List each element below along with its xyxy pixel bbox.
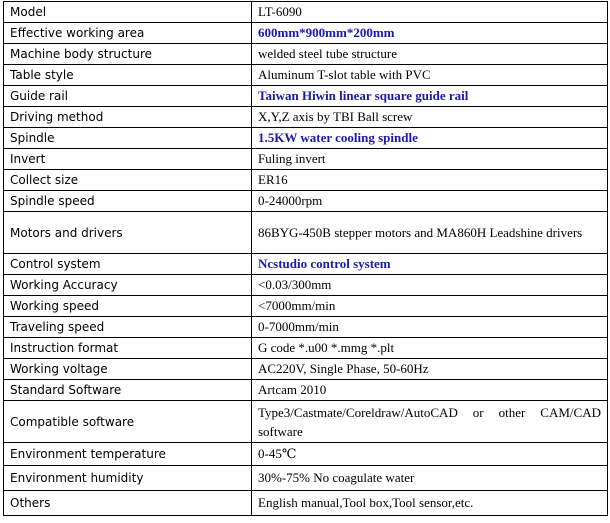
row-label: Traveling speed — [4, 317, 252, 338]
row-label: Working speed — [4, 296, 252, 317]
row-value: AC220V, Single Phase, 50-60Hz — [252, 359, 608, 380]
row-value: <0.03/300mm — [252, 275, 608, 296]
row-value: 0-24000rpm — [252, 191, 608, 212]
row-label: Guide rail — [4, 86, 252, 107]
table-row — [4, 443, 608, 466]
table-row — [4, 191, 608, 212]
table-row — [4, 44, 608, 65]
row-value: 0-45℃ — [252, 443, 608, 466]
table-row — [4, 338, 608, 359]
row-value: <7000mm/min — [252, 296, 608, 317]
row-value: 30%-75% No coagulate water — [252, 466, 608, 491]
table-row — [4, 275, 608, 296]
row-label: Motors and drivers — [4, 212, 252, 254]
row-label: Working Accuracy — [4, 275, 252, 296]
table-row — [4, 296, 608, 317]
row-value: Artcam 2010 — [252, 380, 608, 401]
row-value: Taiwan Hiwin linear square guide rail — [252, 86, 608, 107]
table-row — [4, 65, 608, 86]
row-value: 86BYG-450B stepper motors and MA860H Leadshine drivers — [252, 212, 608, 254]
row-value: 1.5KW water cooling spindle — [252, 128, 608, 149]
row-value: Type3/Castmate/Coreldraw/AutoCAD or other CAM/CAD software — [252, 401, 608, 443]
table-row — [4, 317, 608, 338]
spec-table — [3, 1, 608, 516]
table-row — [4, 107, 608, 128]
row-label: Control system — [4, 254, 252, 275]
row-value: Fuling invert — [252, 149, 608, 170]
table-row — [4, 254, 608, 275]
table-row — [4, 491, 608, 516]
row-value: English manual,Tool box,Tool sensor,etc. — [252, 491, 608, 516]
row-label: Machine body structure — [4, 44, 252, 65]
table-row — [4, 23, 608, 44]
table-row — [4, 359, 608, 380]
row-value: welded steel tube structure — [252, 44, 608, 65]
table-row — [4, 149, 608, 170]
row-label: Environment temperature — [4, 443, 252, 466]
table-row — [4, 401, 608, 443]
row-label: Others — [4, 491, 252, 516]
table-row — [4, 466, 608, 491]
row-value: ER16 — [252, 170, 608, 191]
row-value: 0-7000mm/min — [252, 317, 608, 338]
row-value: Aluminum T-slot table with PVC — [252, 65, 608, 86]
row-value: 600mm*900mm*200mm — [252, 23, 608, 44]
table-row — [4, 170, 608, 191]
row-value: X,Y,Z axis by TBI Ball screw — [252, 107, 608, 128]
row-label: Table style — [4, 65, 252, 86]
row-label: Model — [4, 2, 252, 23]
row-value: LT-6090 — [252, 2, 608, 23]
row-value: G code *.u00 *.mmg *.plt — [252, 338, 608, 359]
row-label: Standard Software — [4, 380, 252, 401]
row-label: Spindle — [4, 128, 252, 149]
row-label: Spindle speed — [4, 191, 252, 212]
row-label: Compatible software — [4, 401, 252, 443]
table-row — [4, 86, 608, 107]
row-label: Invert — [4, 149, 252, 170]
row-label: Working voltage — [4, 359, 252, 380]
row-value: Ncstudio control system — [252, 254, 608, 275]
row-label: Effective working area — [4, 23, 252, 44]
row-label: Environment humidity — [4, 466, 252, 491]
table-row — [4, 128, 608, 149]
table-row — [4, 212, 608, 254]
table-row — [4, 2, 608, 23]
row-label: Instruction format — [4, 338, 252, 359]
row-label: Driving method — [4, 107, 252, 128]
row-label: Collect size — [4, 170, 252, 191]
table-row — [4, 380, 608, 401]
